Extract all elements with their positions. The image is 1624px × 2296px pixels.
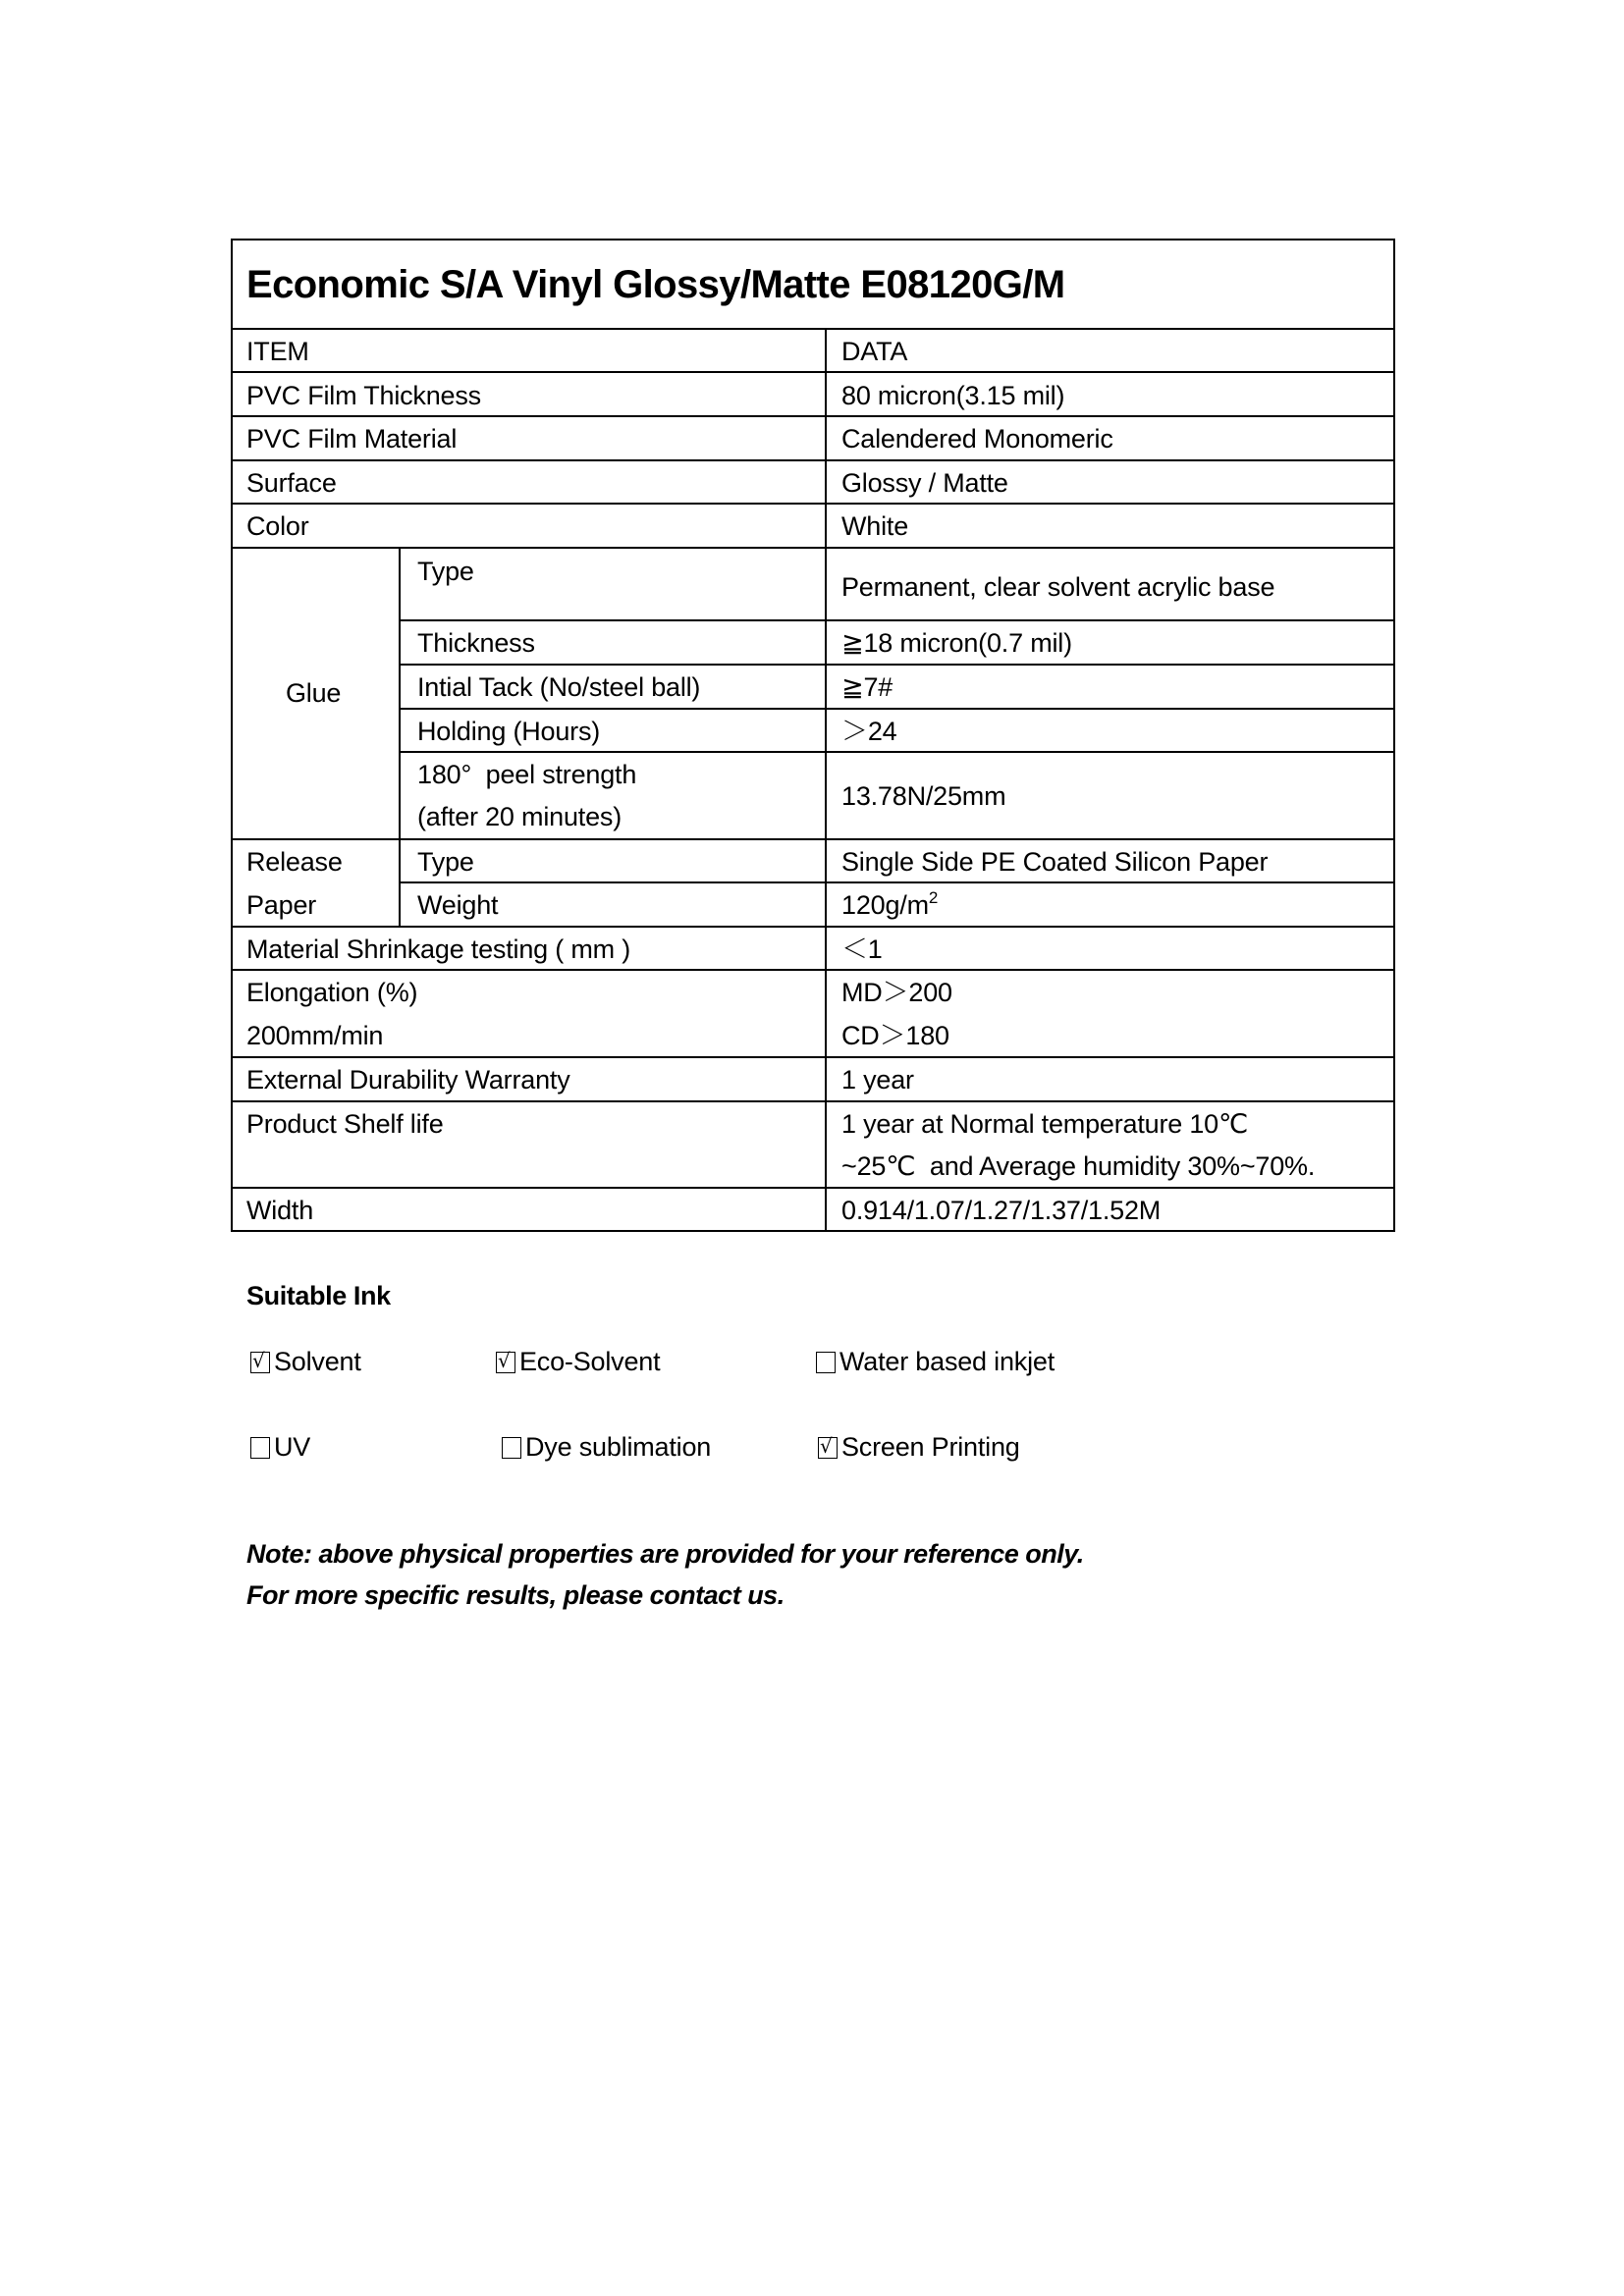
table-border-top	[231, 239, 1395, 240]
header-item: ITEM	[246, 337, 309, 366]
glue-peel-strength-data: 13.78N/25mm	[841, 781, 1006, 811]
glue-type-data: Permanent, clear solvent acrylic base	[841, 572, 1275, 602]
suitable-ink-title: Suitable Ink	[246, 1281, 391, 1310]
ink-option-uv[interactable]	[250, 1427, 310, 1467]
group-release-paper-label-line1: Release	[246, 847, 343, 877]
glue-holding-data: ＞24	[841, 717, 897, 746]
column-divider-data	[825, 328, 827, 1232]
glue-type-item: Type	[417, 557, 474, 586]
row-shrinkage-data: ＜1	[841, 934, 883, 964]
glue-initial-tack-data: ≧7#	[841, 672, 893, 702]
ink-option-label: Solvent	[274, 1347, 361, 1376]
glue-holding-item: Holding (Hours)	[417, 717, 601, 746]
row-elongation-data-line1: MD＞200	[841, 978, 952, 1007]
row-pvc-thickness-item: PVC Film Thickness	[246, 381, 481, 410]
ink-option-water-based-inkjet[interactable]	[816, 1342, 1055, 1381]
note-line-2: For more specific results, please contact us.	[246, 1580, 785, 1610]
row-shelf-life-data-line2: ~25℃ and Average humidity 30%~70%.	[841, 1151, 1316, 1181]
row-divider	[231, 371, 1395, 373]
ink-option-label: Screen Printing	[841, 1432, 1020, 1462]
table-border-bottom	[231, 1230, 1395, 1232]
checkbox-unchecked-icon[interactable]	[816, 1352, 836, 1373]
ink-option-dye-sublimation[interactable]	[502, 1427, 711, 1467]
glue-peel-strength-item-line1: 180° peel strength	[417, 760, 637, 789]
row-pvc-thickness-data: 80 micron(3.15 mil)	[841, 381, 1065, 410]
row-pvc-material-data: Calendered Monomeric	[841, 424, 1113, 454]
release-paper-type-item: Type	[417, 847, 474, 877]
row-pvc-material-item: PVC Film Material	[246, 424, 458, 454]
row-elongation-data-line2: CD＞180	[841, 1021, 949, 1050]
row-color-item: Color	[246, 511, 309, 541]
row-width-data: 0.914/1.07/1.27/1.37/1.52M	[841, 1196, 1162, 1225]
ink-option-solvent[interactable]	[250, 1342, 361, 1381]
row-divider	[231, 328, 1395, 330]
greater-equal-symbol: ≧	[841, 628, 864, 658]
checkbox-checked-icon[interactable]	[250, 1352, 270, 1373]
ink-option-screen-printing[interactable]	[818, 1427, 1020, 1467]
checkbox-checked-icon[interactable]	[496, 1352, 515, 1373]
document-title: Economic S/A Vinyl Glossy/Matte E08120G/M	[246, 263, 1065, 306]
glue-thickness-item: Thickness	[417, 628, 535, 658]
greater-equal-symbol: ≧	[841, 672, 864, 702]
glue-peel-strength-item-line2: (after 20 minutes)	[417, 802, 622, 831]
checkbox-checked-icon[interactable]	[818, 1437, 838, 1459]
row-warranty-data: 1 year	[841, 1065, 914, 1095]
row-shelf-life-data-line1: 1 year at Normal temperature 10℃	[841, 1109, 1249, 1139]
column-divider-group	[399, 547, 401, 926]
release-paper-weight-data: $120g/m^2$	[841, 888, 939, 920]
group-release-paper-label-line2: Paper	[246, 890, 317, 920]
row-shelf-life-item: Product Shelf life	[246, 1109, 444, 1139]
ink-option-label: Water based inkjet	[839, 1347, 1056, 1376]
table-border-left	[231, 239, 233, 1232]
superscript: 2	[928, 888, 939, 907]
row-shrinkage-item: Material Shrinkage testing ( mm )	[246, 934, 631, 964]
note-line-1: Note: above physical properties are provided for your reference only.	[246, 1539, 1084, 1569]
row-color-data: White	[841, 511, 909, 541]
ink-option-label: Dye sublimation	[525, 1432, 712, 1462]
glue-initial-tack-item: Intial Tack (No/steel ball)	[417, 672, 701, 702]
row-elongation-item-line1: Elongation (%)	[246, 978, 418, 1007]
row-surface-data: Glossy / Matte	[841, 468, 1008, 498]
row-elongation-item-line2: 200mm/min	[246, 1021, 384, 1050]
group-glue-label: Glue	[286, 678, 342, 708]
header-data: DATA	[841, 337, 908, 366]
row-divider	[231, 503, 1395, 505]
row-width-item: Width	[246, 1196, 314, 1225]
table-border-right	[1393, 239, 1395, 1232]
ink-option-eco-solvent[interactable]	[496, 1342, 660, 1381]
row-divider	[231, 547, 1395, 549]
greater-than-symbol: ＞	[841, 717, 868, 746]
checkbox-unchecked-icon[interactable]	[250, 1437, 270, 1459]
release-paper-type-data: Single Side PE Coated Silicon Paper	[841, 847, 1269, 877]
row-warranty-item: External Durability Warranty	[246, 1065, 570, 1095]
release-paper-weight-item: Weight	[417, 890, 499, 920]
row-surface-item: Surface	[246, 468, 337, 498]
ink-option-label: Eco-Solvent	[519, 1347, 661, 1376]
ink-option-label: UV	[274, 1432, 311, 1462]
glue-thickness-data: ≧18 micron(0.7 mil)	[841, 628, 1072, 658]
checkbox-unchecked-icon[interactable]	[502, 1437, 521, 1459]
